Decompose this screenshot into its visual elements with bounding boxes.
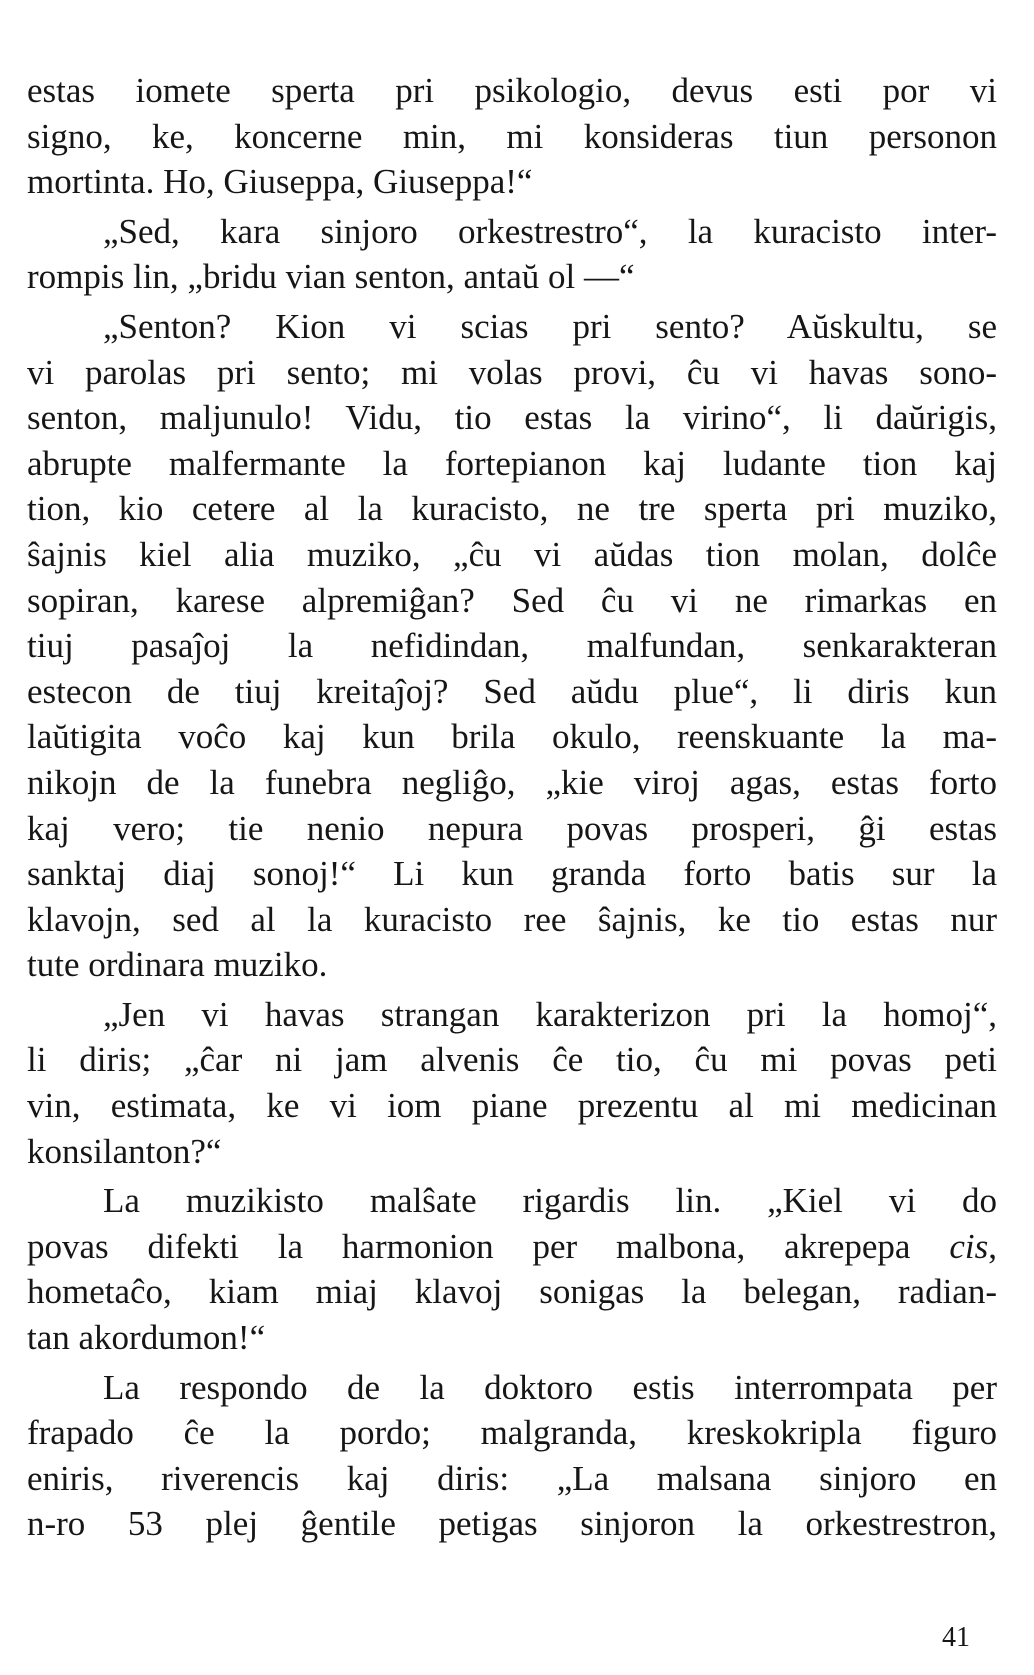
text-line: frapado ĉe la pordo; malgranda, kreskokripla figuro <box>27 1413 997 1453</box>
text-line: vin, estimata, ke vi iom piane prezentu al mi medicinan <box>27 1086 997 1126</box>
text-line: klavojn, sed al la kuracisto ree ŝajnis, ke tio estas nur <box>27 899 997 939</box>
text-line: rompis lin, „bridu vian senton, antaŭ ol —“ <box>27 257 635 297</box>
text-line: vi parolas pri sento; mi volas provi, ĉu vi havas sono- <box>27 352 997 392</box>
text-line: ŝajnis kiel alia muziko, „ĉu vi aŭdas tion molan, dolĉe <box>27 534 997 574</box>
text-line: li diris; „ĉar ni jam alvenis ĉe tio, ĉu mi povas peti <box>27 1040 997 1080</box>
text-line: estas iomete sperta pri psikologio, devus esti por vi <box>27 71 997 110</box>
text-line: konsilanton?“ <box>27 1131 222 1171</box>
text-line: tute ordinara muziko. <box>27 945 328 985</box>
text-line: tan akordumon!“ <box>27 1318 266 1358</box>
page-number: 41 <box>942 1622 970 1653</box>
text-line: tiuj pasaĵoj la nefidindan, malfundan, senkarakteran <box>27 626 997 666</box>
text-line: povas difekti la harmonion per malbona, akrepepa cis, <box>27 1226 997 1266</box>
text-line: „Sed, kara sinjoro orkestrestro“, la kuracisto inter- <box>103 211 997 251</box>
paragraph-1 <box>27 68 997 205</box>
text-line: eniris, riverencis kaj diris: „La malsana sinjoro en <box>27 1458 997 1498</box>
text-line: sopiran, karese alpremiĝan? Sed ĉu vi ne rimarkas en <box>27 580 997 620</box>
italic-word: cis <box>949 1226 989 1266</box>
text-line: abrupte malfermante la fortepianon kaj ludante tion kaj <box>27 443 997 483</box>
paragraph-4 <box>27 992 997 1174</box>
page-body <box>27 68 997 1547</box>
text-line: La respondo de la doktoro estis interrompata per <box>103 1367 997 1407</box>
text-line: signo, ke, koncerne min, mi konsideras tiun personon <box>27 116 997 156</box>
paragraph-6 <box>27 1365 997 1547</box>
text-line: hometaĉo, kiam miaj klavoj sonigas la belegan, radian- <box>27 1272 997 1312</box>
text-line: estecon de tiuj kreitaĵoj? Sed aŭdu plue“, li diris kun <box>27 671 997 711</box>
paragraph-3 <box>27 304 997 988</box>
text-line: sanktaj diaj sonoj!“ Li kun granda forto batis sur la <box>27 854 997 894</box>
text-line: n-ro 53 plej ĝentile petigas sinjoron la orkestrestron, <box>27 1504 997 1544</box>
paragraph-2 <box>27 209 997 300</box>
paragraph-5 <box>27 1178 997 1360</box>
text-line: La muzikisto malŝate rigardis lin. „Kiel vi do <box>103 1181 997 1221</box>
text-line: „Senton? Kion vi scias pri sento? Aŭskultu, se <box>103 306 997 346</box>
text-line: senton, maljunulo! Vidu, tio estas la virino“, li daŭrigis, <box>27 398 997 438</box>
text-line: kaj vero; tie nenio nepura povas prosperi, ĝi estas <box>27 808 997 848</box>
text-line: nikojn de la funebra negliĝo, „kie viroj agas, estas forto <box>27 762 997 802</box>
text-line: laŭtigita voĉo kaj kun brila okulo, reenskuante la ma- <box>27 717 997 757</box>
text-line: „Jen vi havas strangan karakterizon pri la homoj“, <box>103 994 997 1034</box>
text-line: mortinta. Ho, Giuseppa, Giuseppa!“ <box>27 162 533 202</box>
text-line: tion, kio cetere al la kuracisto, ne tre sperta pri muziko, <box>27 489 997 529</box>
